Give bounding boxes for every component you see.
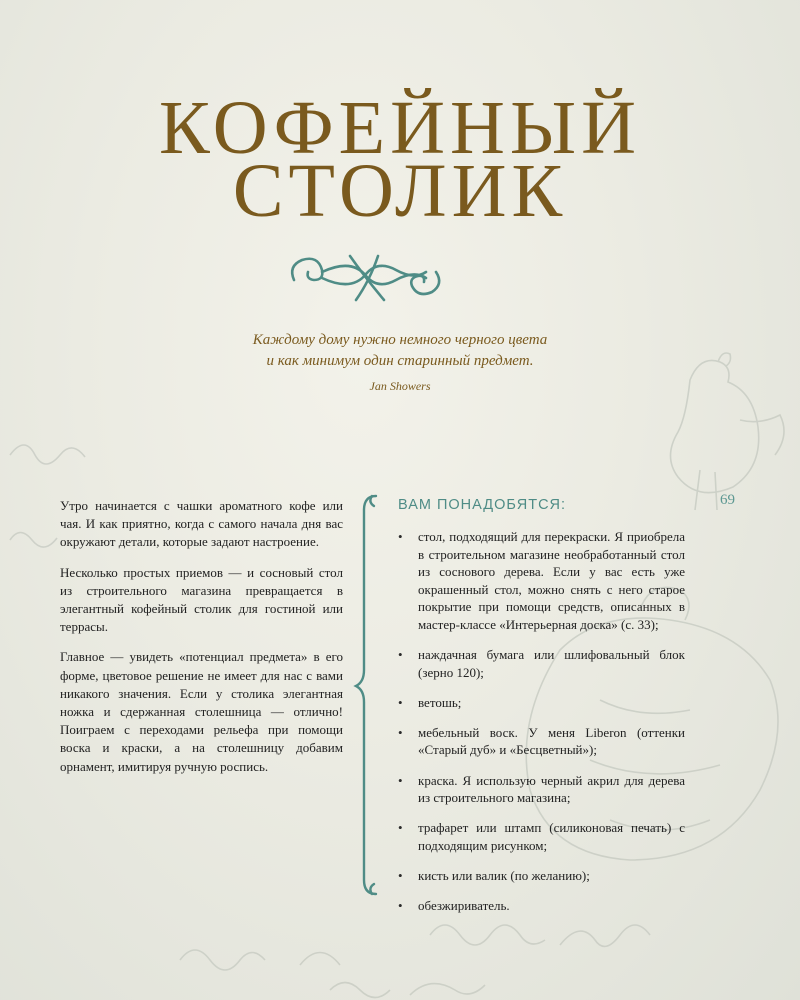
list-item: • наждачная бумага или шлифовальный блок (зерно 120); bbox=[398, 646, 685, 681]
epigraph-line-1: Каждому дому нужно немного черного цвета bbox=[252, 332, 548, 348]
intro-paragraph: Утро начинается с чашки ароматного кофе или чая. И как приятно, когда с самого начала дня вас окружают детали, которые задают настроение. bbox=[60, 498, 343, 550]
title-line-2: СТОЛИК bbox=[232, 149, 568, 233]
list-item: • трафарет или штамп (силиконовая печать) с подходящим рисунком; bbox=[398, 819, 685, 854]
list-item: • мебельный воск. У меня Liberon (оттенки «Старый дуб» и «Бесцветный»); bbox=[398, 724, 685, 759]
list-item: • обезжириватель. bbox=[398, 897, 685, 915]
epigraph-author: Jan Showers bbox=[369, 379, 431, 393]
epigraph-line-2: и как минимум один старинный предмет. bbox=[266, 353, 534, 369]
curly-bracket-icon bbox=[352, 490, 382, 900]
intro-paragraph: Главное — увидеть «потенциал предмета» в его форме, цветовое решение не имеет для нас с вами никакого значения. Если у столика элегантная ножка и сдержанная столешница — отлично! Поиграем с переходами рельефа при помощи воска и краски, а на столешницу добавим орнамент, имитируя ручную роспись. bbox=[60, 649, 343, 774]
list-item: • кисть или валик (по желанию); bbox=[398, 867, 685, 885]
intro-text bbox=[60, 497, 343, 788]
list-item: • ветошь; bbox=[398, 694, 685, 712]
title-line-1: КОФЕЙНЫЙ bbox=[158, 86, 641, 170]
materials-heading: ВАМ ПОНАДОБЯТСЯ: bbox=[398, 497, 567, 513]
materials-list bbox=[398, 528, 685, 927]
list-item: • краска. Я использую черный акрил для дерева из строительного магазина; bbox=[398, 772, 685, 807]
intro-paragraph: Несколько простых приемов — и сосновый стол из строительного магазина превращается в элегантный кофейный столик для гостиной или террасы. bbox=[60, 564, 343, 635]
page-number: 69 bbox=[720, 492, 735, 508]
flourish-ornament-icon bbox=[286, 250, 444, 306]
list-item: • стол, подходящий для перекраски. Я приобрела в строительном магазине необработанный стол из соснового дерева. Если у вас есть уже окрашенный стол, можно снять с него старое покрытие при помощи средств, описанных в мастер-классе «Интерьерная доска» (с. 33); bbox=[398, 528, 685, 634]
